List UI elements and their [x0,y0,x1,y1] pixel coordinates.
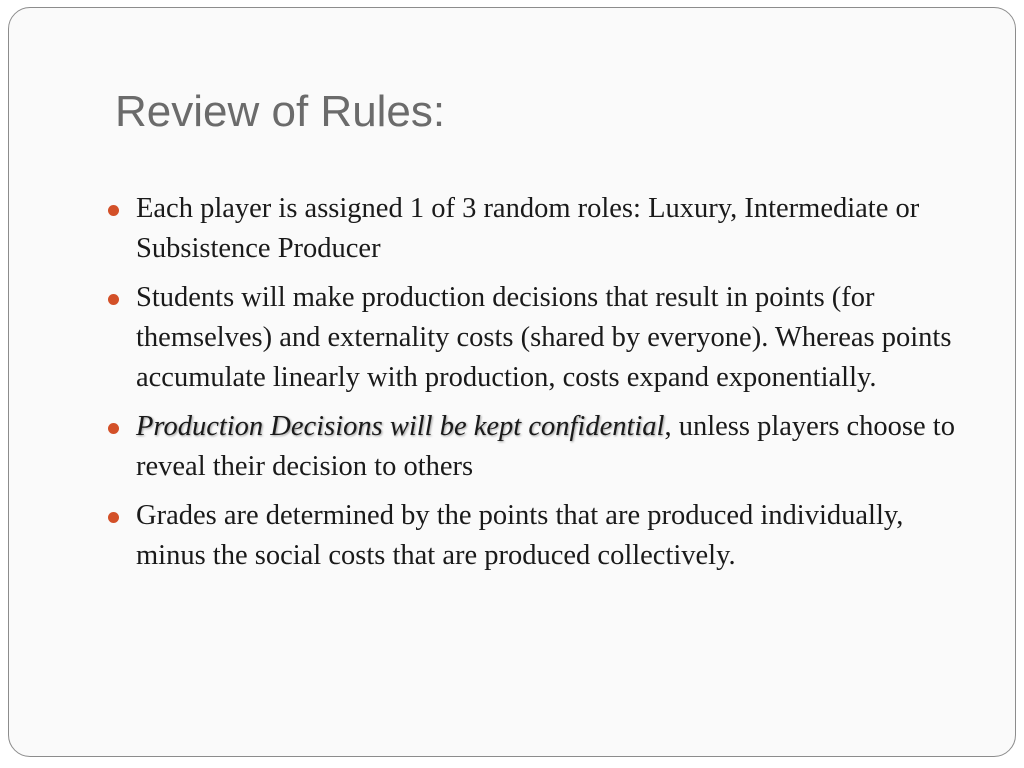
bullet-text: , unless players choose to reveal their decision to others [136,411,955,482]
bullet-item [136,189,966,269]
bullet-item [136,407,966,487]
bullet-item [136,278,966,398]
slide [8,7,1016,757]
bullet-text: Each player is assigned 1 of 3 random roles: Luxury, Intermediate or Subsistence Producer [136,193,920,264]
bullet-dot-icon [108,294,119,305]
bullet-text: Students will make production decisions that result in points (for themselves) and externality costs (shared by everyone). Whereas points accumulate linearly with production, costs expand exponentially. [136,282,952,393]
bullet-dot-icon [108,205,119,216]
slide-title: Review of Rules: [115,87,446,136]
bullet-emphasis-text: Production Decisions will be kept confidential [136,411,665,442]
bullet-text: Grades are determined by the points that are produced individually, minus the social costs that are produced collectively. [136,500,904,571]
bullet-dot-icon [108,512,119,523]
bullet-item [136,496,966,576]
bullet-dot-icon [108,423,119,434]
bullet-list [136,189,966,585]
